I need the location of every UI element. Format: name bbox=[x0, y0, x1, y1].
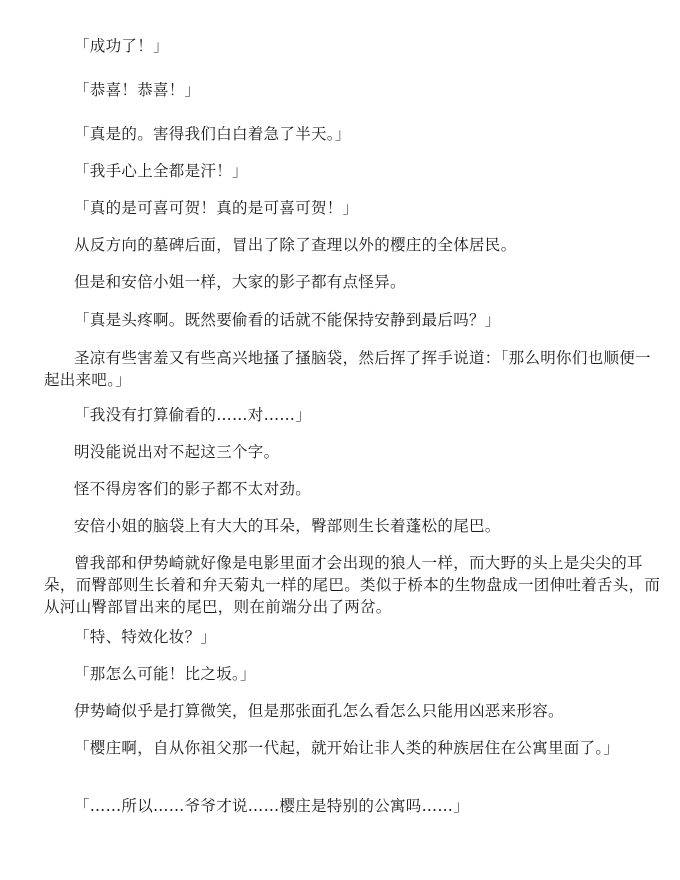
paragraph-4: 「我手心上全都是汗！」 bbox=[74, 162, 248, 180]
paragraph-19: 「……所以……爷爷才说……樱庄是特别的公寓吗……」 bbox=[74, 797, 470, 815]
paragraph-10: 「我没有打算偷看的……对……」 bbox=[74, 406, 312, 424]
paragraph-11: 明没能说出对不起这三个字。 bbox=[74, 443, 280, 461]
paragraph-15: 「特、特效化妆？」 bbox=[74, 628, 217, 646]
paragraph-7: 但是和安倍小姐一样，大家的影子都有点怪异。 bbox=[74, 273, 406, 291]
paragraph-6: 从反方向的墓碑后面，冒出了除了查理以外的樱庄的全体居民。 bbox=[74, 236, 517, 254]
paragraph-12: 怪不得房客们的影子都不太对劲。 bbox=[74, 480, 312, 498]
paragraph-16: 「那怎么可能！比之坂。」 bbox=[74, 665, 256, 683]
paragraph-1: 「成功了！」 bbox=[74, 37, 169, 55]
paragraph-8: 「真是头疼啊。既然要偷看的话就不能保持安静到最后吗？」 bbox=[74, 311, 501, 329]
paragraph-18: 「樱庄啊，自从你祖父那一代起，就开始让非人类的种族居住在公寓里面了。」 bbox=[74, 739, 620, 757]
paragraph-13: 安倍小姐的脑袋上有大大的耳朵，臀部则生长着蓬松的尾巴。 bbox=[74, 517, 501, 535]
paragraph-3: 「真是的。害得我们白白着急了半天。」 bbox=[74, 125, 351, 143]
paragraph-9: 圣凉有些害羞又有些高兴地搔了搔脑袋，然后挥了挥手说道：「那么明你们也顺便一起出来吧。」 bbox=[44, 349, 651, 389]
paragraph-17: 伊势崎似乎是打算微笑，但是那张面孔怎么看怎么只能用凶恶来形容。 bbox=[74, 702, 564, 720]
paragraph-14: 曾我部和伊势崎就好像是电影里面才会出现的狼人一样，而大野的头上是尖尖的耳朵，而臀部则生长着和弁天菊丸一样的尾巴。类似于桥本的生物盘成一团伸吐着舌头，而从河山臀部冒出来的尾巴，则在前端分出了两岔。 bbox=[44, 554, 661, 616]
paragraph-2: 「恭喜！恭喜！」 bbox=[74, 81, 201, 99]
paragraph-5: 「真的是可喜可贺！真的是可喜可贺！」 bbox=[74, 199, 359, 217]
